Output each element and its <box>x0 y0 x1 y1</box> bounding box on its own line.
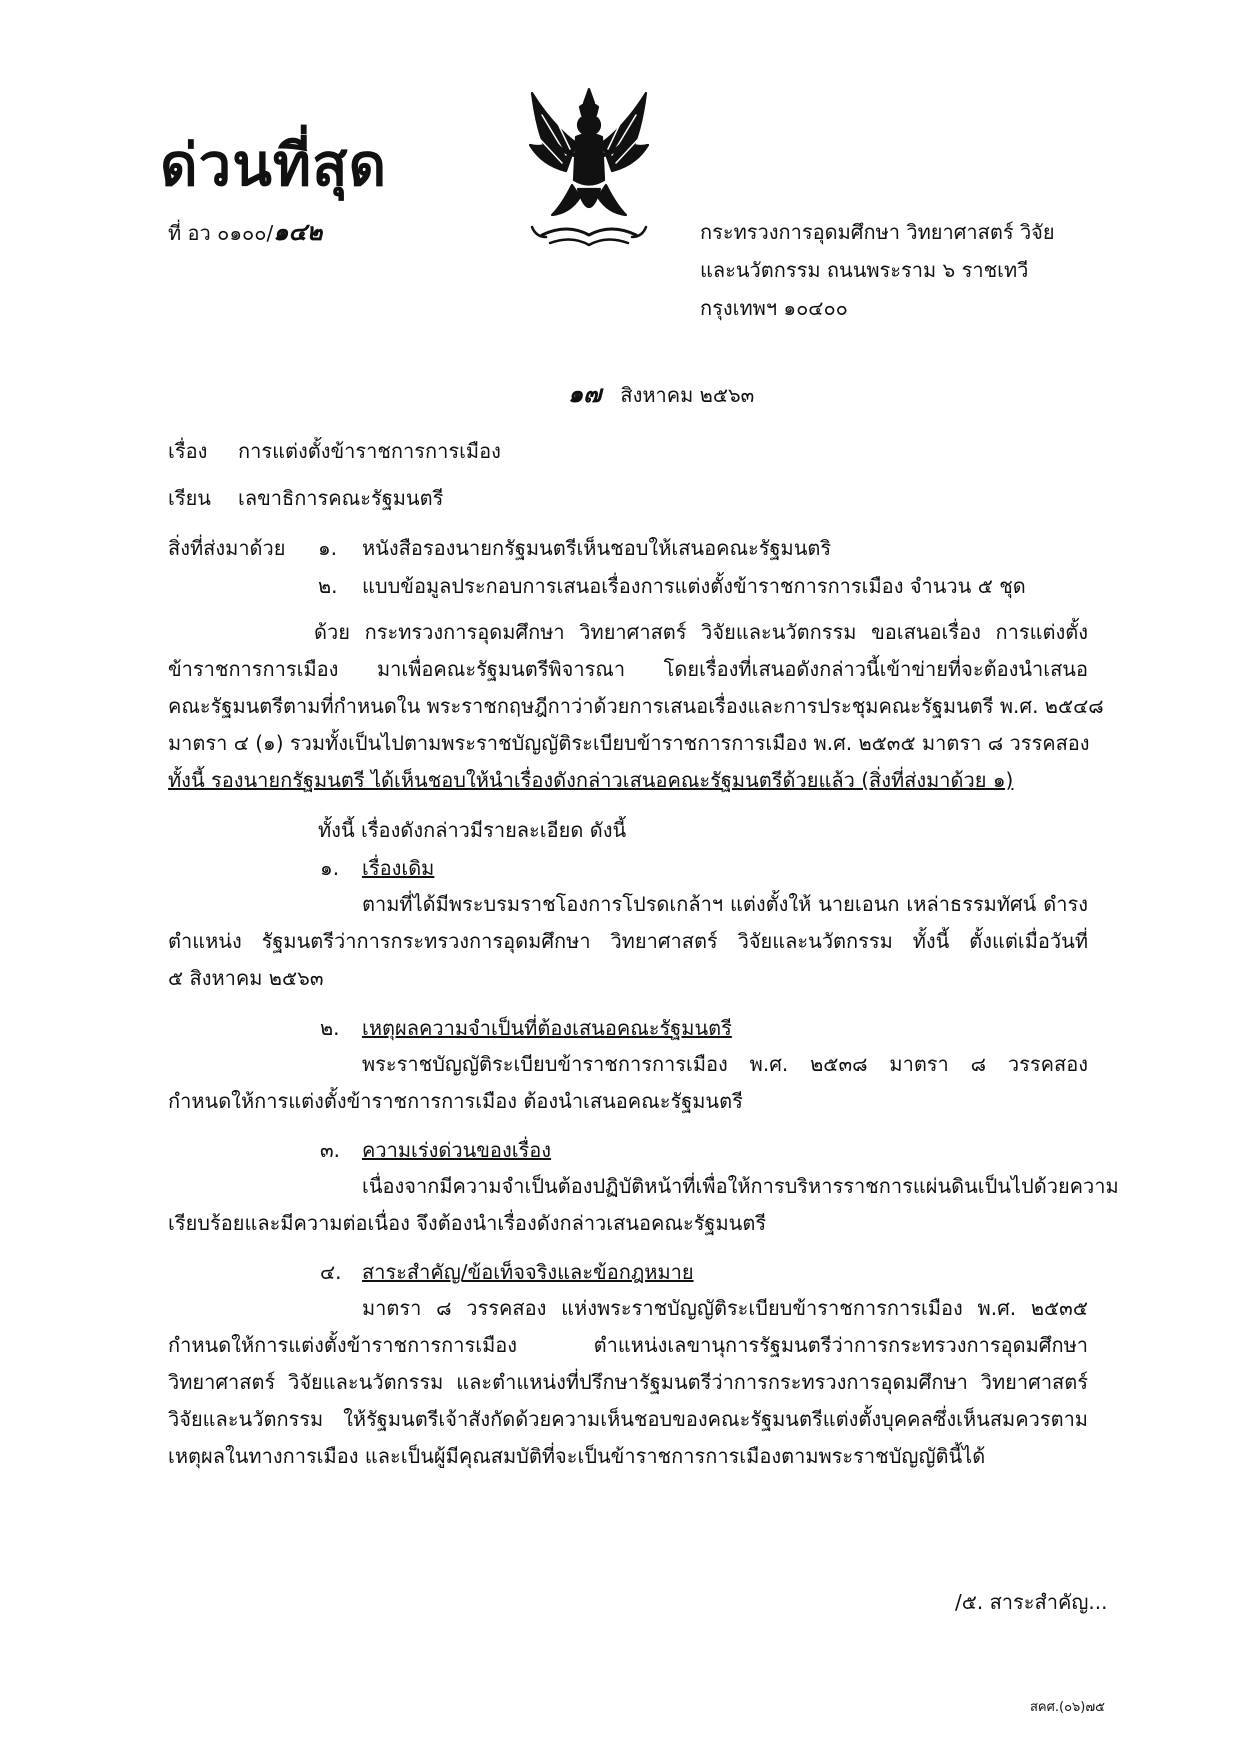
document-number <box>168 218 322 247</box>
recipient-value: เลขาธิการคณะรัฐมนตรี <box>238 486 444 510</box>
section-line: เหตุผลในทางการเมือง และเป็นผู้มีคุณสมบัติที่จะเป็นข้าราชการการเมืองตามพระราชบัญญัตินี้ได้ <box>168 1444 986 1468</box>
section-2-body <box>168 1046 1088 1120</box>
address-line-1: กระทรวงการอุดมศึกษา วิทยาศาสตร์ วิจัย <box>700 220 1055 244</box>
recipient-label: เรียน <box>168 486 211 510</box>
intro-line: คณะรัฐมนตรีตามที่กำหนดใน พระราชกฤษฎีกาว่าด้วยการเสนอเรื่องและการประชุมคณะรัฐมนตรี พ.ศ. ๒๕๔๘ <box>168 694 1104 718</box>
section-1-number: ๑. <box>320 856 340 880</box>
enclosure-1-text: หนังสือรองนายกรัฐมนตรีเห็นชอบให้เสนอคณะรัฐมนตริ <box>362 536 832 560</box>
subject-value: การแต่งตั้งข้าราชการการเมือง <box>238 439 501 463</box>
section-line: กำหนดให้การแต่งตั้งข้าราชการการเมือง ตำแหน่งเลขานุการรัฐมนตรีว่าการกระทรวงการอุดมศึกษา <box>168 1333 1088 1357</box>
intro-line: ข้าราชการการเมือง มาเพื่อคณะรัฐมนตรีพิจารณา โดยเรื่องที่เสนอดังกล่าวนี้เข้าข่ายที่จะต้องนำเสนอ <box>168 657 1088 681</box>
section-3-body <box>168 1168 1119 1242</box>
section-line: พระราชบัญญัติระเบียบข้าราชการการเมือง พ.ศ. ๒๕๓๘ มาตรา ๘ วรรคสอง <box>362 1052 1088 1076</box>
intro-line: ด้วย กระทรวงการอุดมศึกษา วิทยาศาสตร์ วิจัยและนวัตกรรม ขอเสนอเรื่อง การแต่งตั้ง <box>314 620 1088 644</box>
continuation-note: /๕. สาระสำคัญ... <box>955 1590 1108 1614</box>
section-line: ตามที่ได้มีพระบรมราชโองการโปรดเกล้าฯ แต่งตั้งให้ นายเอนก เหล่าธรรมทัศน์ ดำรง <box>362 892 1088 916</box>
date-day-handwritten: ๑๗ <box>568 379 602 408</box>
section-line: ๕ สิงหาคม ๒๕๖๓ <box>168 966 324 990</box>
urgency-heading: ด่วนที่สุด <box>160 131 388 199</box>
subject-label: เรื่อง <box>168 439 208 463</box>
details-intro: ทั้งนี้ เรื่องดังกล่าวมีรายละเอียด ดังนี้ <box>318 818 627 842</box>
intro-endorsement-line: ทั้งนี้ รองนายกรัฐมนตรี ได้เห็นชอบให้นำเรื่องดังกล่าวเสนอคณะรัฐมนตรีด้วยแล้ว (สิ่งที่ส่งมาด้วย ๑) <box>168 768 1014 792</box>
section-3-title: ความเร่งด่วนของเรื่อง <box>362 1138 552 1162</box>
garuda-emblem <box>522 85 657 260</box>
section-line: วิทยาศาสตร์ วิจัยและนวัตกรรม และตำแหน่งที่ปรึกษารัฐมนตรีว่าการกระทรวงการอุดมศึกษา วิทยาศาสตร์ <box>168 1370 1088 1394</box>
enclosure-1-number: ๑. <box>318 536 338 560</box>
address-line-3: กรุงเทพฯ ๑๐๔๐๐ <box>700 296 848 320</box>
section-4-title: สาระสำคัญ/ข้อเท็จจริงและข้อกฎหมาย <box>362 1260 694 1284</box>
intro-paragraph <box>168 614 1104 799</box>
document-number-handwritten: ๑๔๒ <box>273 217 323 246</box>
section-4-number: ๔. <box>320 1260 342 1284</box>
section-1-title: เรื่องเดิม <box>362 856 435 880</box>
section-line: มาตรา ๘ วรรคสอง แห่งพระราชบัญญัติระเบียบข้าราชการการเมือง พ.ศ. ๒๕๓๕ <box>362 1296 1088 1320</box>
address-line-2: และนวัตกรรม ถนนพระราม ๖ ราชเทวี <box>700 258 1029 282</box>
document-date <box>568 380 754 409</box>
section-3-number: ๓. <box>320 1138 341 1162</box>
section-line: กำหนดให้การแต่งตั้งข้าราชการการเมือง ต้องนำเสนอคณะรัฐมนตรี <box>168 1089 743 1113</box>
section-1-body <box>168 886 1088 997</box>
section-line: วิจัยและนวัตกรรม ให้รัฐมนตรีเจ้าสังกัดด้วยความเห็นชอบของคณะรัฐมนตรีแต่งตั้งบุคคลซึ่งเห็นสมควรตาม <box>168 1407 1088 1431</box>
section-2-number: ๒. <box>320 1016 340 1040</box>
section-line: เนื่องจากมีความจำเป็นต้องปฏิบัติหน้าที่เพื่อให้การบริหารราชการแผ่นดินเป็นไปด้วยความ <box>362 1174 1119 1198</box>
enclosures-label: สิ่งที่ส่งมาด้วย <box>168 536 286 560</box>
enclosure-2-number: ๒. <box>318 574 338 598</box>
section-line: ตำแหน่ง รัฐมนตรีว่าการกระทรวงการอุดมศึกษา วิทยาศาสตร์ วิจัยและนวัตกรรม ทั้งนี้ ตั้งแต่เมื่อวันที่ <box>168 929 1088 953</box>
section-2-title: เหตุผลความจำเป็นที่ต้องเสนอคณะรัฐมนตรี <box>362 1016 732 1040</box>
document-number-prefix: ที่ อว ๐๑๐๐/ <box>168 221 274 245</box>
intro-line: มาตรา ๔ (๑) รวมทั้งเป็นไปตามพระราชบัญญัติระเบียบข้าราชการการเมือง พ.ศ. ๒๕๓๕ มาตรา ๘ วรรคสอง <box>168 731 1090 755</box>
section-4-body <box>168 1290 1088 1475</box>
enclosure-2-text: แบบข้อมูลประกอบการเสนอเรื่องการแต่งตั้งข้าราชการการเมือง จำนวน ๕ ชุด <box>362 574 1026 598</box>
section-line: เรียบร้อยและมีความต่อเนื่อง จึงต้องนำเรื่องดังกล่าวเสนอคณะรัฐมนตรี <box>168 1211 767 1235</box>
form-code: สคศ.(๐๖)๗๕ <box>1030 1700 1105 1715</box>
date-month-year: สิงหาคม ๒๕๖๓ <box>620 383 755 407</box>
